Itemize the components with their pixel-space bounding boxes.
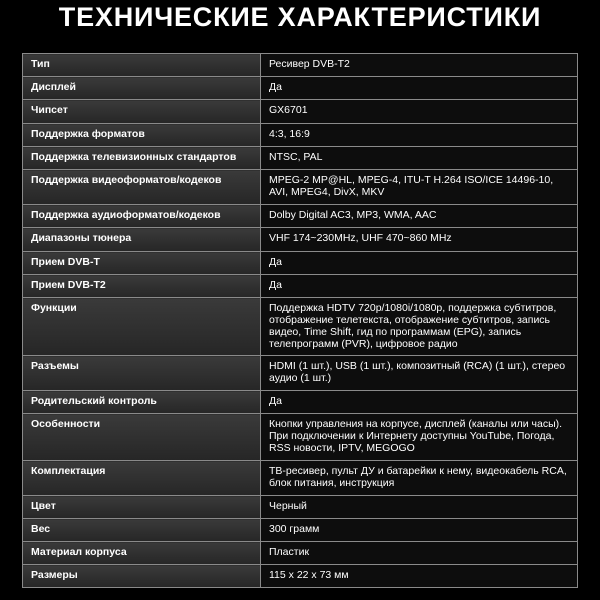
spec-row-dvb-t2 <box>23 275 578 298</box>
spec-row-video-codecs <box>23 170 578 205</box>
spec-row-tv-standards <box>23 147 578 170</box>
spec-row-audio-codecs <box>23 205 578 228</box>
spec-label: Поддержка видеоформатов/кодеков <box>23 170 261 205</box>
spec-value: Да <box>261 77 578 100</box>
spec-row-package <box>23 461 578 496</box>
spec-label: Диапазоны тюнера <box>23 228 261 252</box>
specs-table-body <box>23 54 578 588</box>
spec-label: Особенности <box>23 414 261 461</box>
spec-row-color <box>23 496 578 519</box>
spec-value: 4:3, 16:9 <box>261 124 578 147</box>
spec-row-body-material <box>23 542 578 565</box>
spec-value: Да <box>261 252 578 275</box>
spec-label: Разъемы <box>23 356 261 391</box>
spec-row-dvb-t <box>23 252 578 275</box>
spec-label: Поддержка телевизионных стандартов <box>23 147 261 170</box>
spec-value: Кнопки управления на корпусе, дисплей (каналы или часы). При подключении к Интернету доступны YouTube, Погода, RSS новости, IPTV, MEGOGO <box>261 414 578 461</box>
spec-label: Цвет <box>23 496 261 519</box>
spec-value: Поддержка HDTV 720p/1080i/1080p, поддержка субтитров, отображение телетекста, отображение субтитров, запись видео, Time Shift, гид по программам (EPG), запись телепрограмм (PVR), цифровое радио <box>261 298 578 356</box>
spec-value: Пластик <box>261 542 578 565</box>
spec-label: Функции <box>23 298 261 356</box>
spec-row-tuner-ranges <box>23 228 578 252</box>
spec-label: Тип <box>23 54 261 77</box>
spec-value: NTSC, PAL <box>261 147 578 170</box>
spec-value: Черный <box>261 496 578 519</box>
spec-label: Прием DVB-T2 <box>23 275 261 298</box>
spec-value: Да <box>261 275 578 298</box>
spec-value: ТВ-ресивер, пульт ДУ и батарейки к нему, видеокабель RCA, блок питания, инструкция <box>261 461 578 496</box>
specs-table <box>22 53 578 588</box>
spec-row-functions <box>23 298 578 356</box>
page-title: ТЕХНИЧЕСКИЕ ХАРАКТЕРИСТИКИ <box>58 2 542 32</box>
spec-value: Dolby Digital AC3, MP3, WMA, AAC <box>261 205 578 228</box>
spec-row-chipset <box>23 100 578 124</box>
spec-value: Ресивер DVB-T2 <box>261 54 578 77</box>
spec-value: Да <box>261 391 578 414</box>
spec-row-parental-control <box>23 391 578 414</box>
spec-row-display <box>23 77 578 100</box>
spec-label: Родительский контроль <box>23 391 261 414</box>
spec-label: Размеры <box>23 565 261 588</box>
spec-label: Чипсет <box>23 100 261 124</box>
spec-label: Прием DVB-T <box>23 252 261 275</box>
spec-value: VHF 174~230MHz, UHF 470~860 MHz <box>261 228 578 252</box>
spec-value: 115 x 22 x 73 мм <box>261 565 578 588</box>
spec-label: Вес <box>23 519 261 542</box>
spec-label: Материал корпуса <box>23 542 261 565</box>
spec-row-weight <box>23 519 578 542</box>
spec-row-type <box>23 54 578 77</box>
spec-value: GX6701 <box>261 100 578 124</box>
spec-label: Поддержка форматов <box>23 124 261 147</box>
spec-label: Дисплей <box>23 77 261 100</box>
spec-value: 300 грамм <box>261 519 578 542</box>
spec-row-formats <box>23 124 578 147</box>
spec-row-features <box>23 414 578 461</box>
spec-label: Комплектация <box>23 461 261 496</box>
spec-label: Поддержка аудиоформатов/кодеков <box>23 205 261 228</box>
spec-row-connectors <box>23 356 578 391</box>
spec-value: MPEG-2 MP@HL, MPEG-4, ITU-T H.264 ISO/ICE 14496-10, AVI, MPEG4, DivX, MKV <box>261 170 578 205</box>
spec-value: HDMI (1 шт.), USB (1 шт.), композитный (RCA) (1 шт.), стерео аудио (1 шт.) <box>261 356 578 391</box>
spec-row-dimensions <box>23 565 578 588</box>
